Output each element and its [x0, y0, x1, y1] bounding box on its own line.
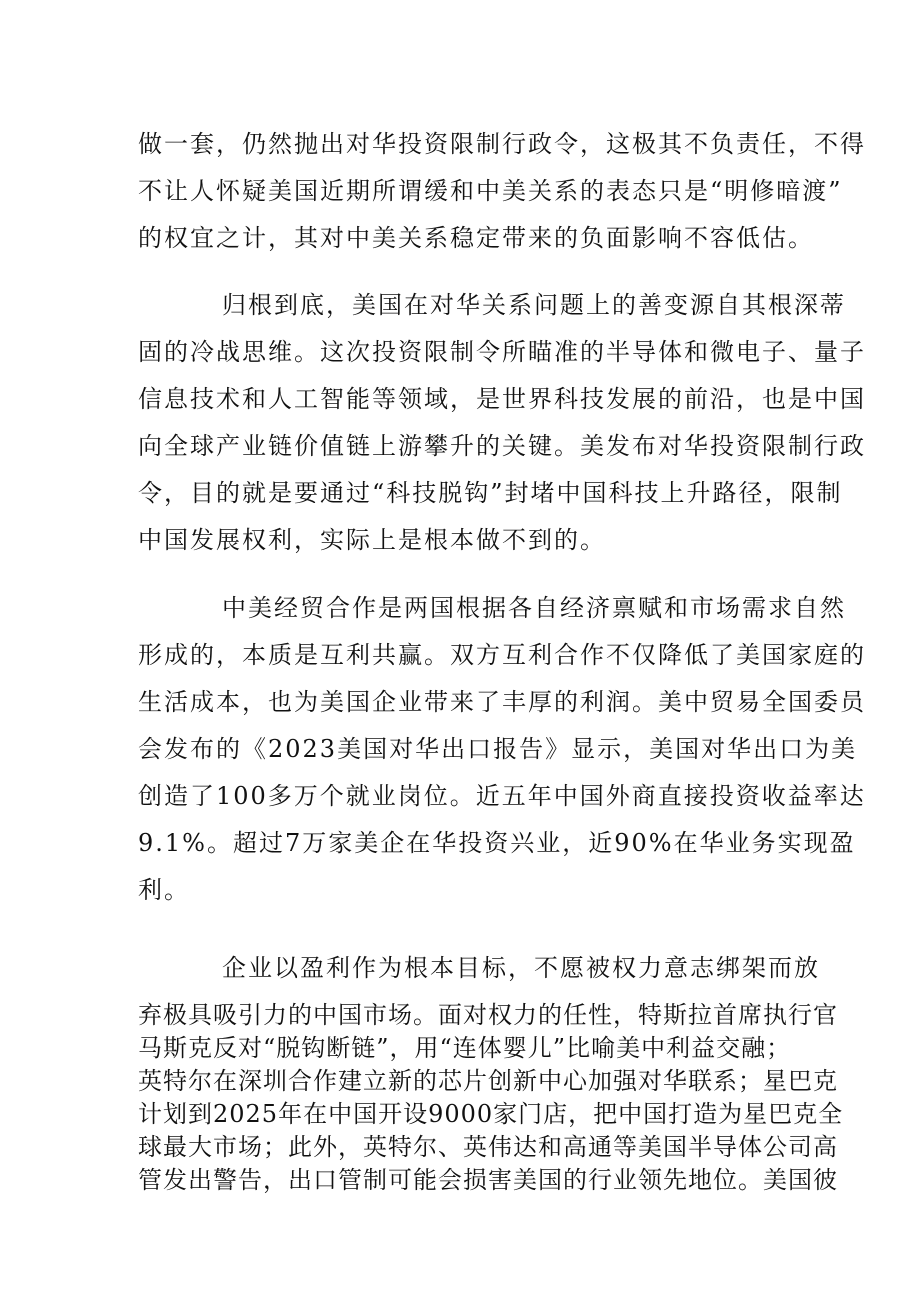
text-line: 弃极具吸引力的中国市场。面对权力的任性，特斯拉首席执行官 [138, 1001, 838, 1029]
text-line: 会发布的《2023美国对华出口报告》显示，美国对华出口为美 [138, 735, 858, 763]
text-line: 向全球产业链价值链上游攀升的关键。美发布对华投资限制行政 [138, 432, 866, 460]
text-line: 管发出警告，出口管制可能会损害美国的行业领先地位。美国彼 [138, 1166, 838, 1194]
text-line: 马斯克反对“脱钩断链”，用“连体婴儿”比喻美中利益交融； [138, 1034, 792, 1062]
text-line: 利。 [138, 876, 190, 904]
text-line: 的权宜之计，其对中美关系稳定带来的负面影响不容低估。 [138, 224, 814, 252]
text-line: 令，目的就是要通过“科技脱钩”封堵中国科技上升路径，限制 [138, 479, 843, 507]
text-line: 中美经贸合作是两国根据各自经济禀赋和市场需求自然 [222, 594, 846, 622]
text-line: 球最大市场；此外，英特尔、英伟达和高通等美国半导体公司高 [138, 1133, 838, 1161]
text-line: 9.1%。超过7万家美企在华投资兴业，近90%在华业务实现盈 [138, 829, 856, 857]
text-line: 计划到2025年在中国开设9000家门店，把中国打造为星巴克全 [138, 1100, 844, 1128]
text-line: 企业以盈利作为根本目标，不愿被权力意志绑架而放 [222, 954, 820, 982]
text-line: 生活成本，也为美国企业带来了丰厚的利润。美中贸易全国委员 [138, 688, 866, 716]
text-line: 中国发展权利，实际上是根本做不到的。 [138, 526, 606, 554]
text-line: 英特尔在深圳合作建立新的芯片创新中心加强对华联系；星巴克 [138, 1067, 838, 1095]
text-line: 做一套，仍然抛出对华投资限制行政令，这极其不负责任，不得 [138, 130, 866, 158]
text-line: 形成的，本质是互利共赢。双方互利合作不仅降低了美国家庭的 [138, 641, 866, 669]
text-line: 不让人怀疑美国近期所谓缓和中美关系的表态只是“明修暗渡” [138, 177, 843, 205]
text-line: 创造了100多万个就业岗位。近五年中国外商直接投资收益率达 [138, 782, 866, 810]
text-line: 固的冷战思维。这次投资限制令所瞄准的半导体和微电子、量子 [138, 338, 866, 366]
text-line: 归根到底，美国在对华关系问题上的善变源自其根深蒂 [222, 291, 846, 319]
text-line: 信息技术和人工智能等领域，是世界科技发展的前沿，也是中国 [138, 385, 866, 413]
